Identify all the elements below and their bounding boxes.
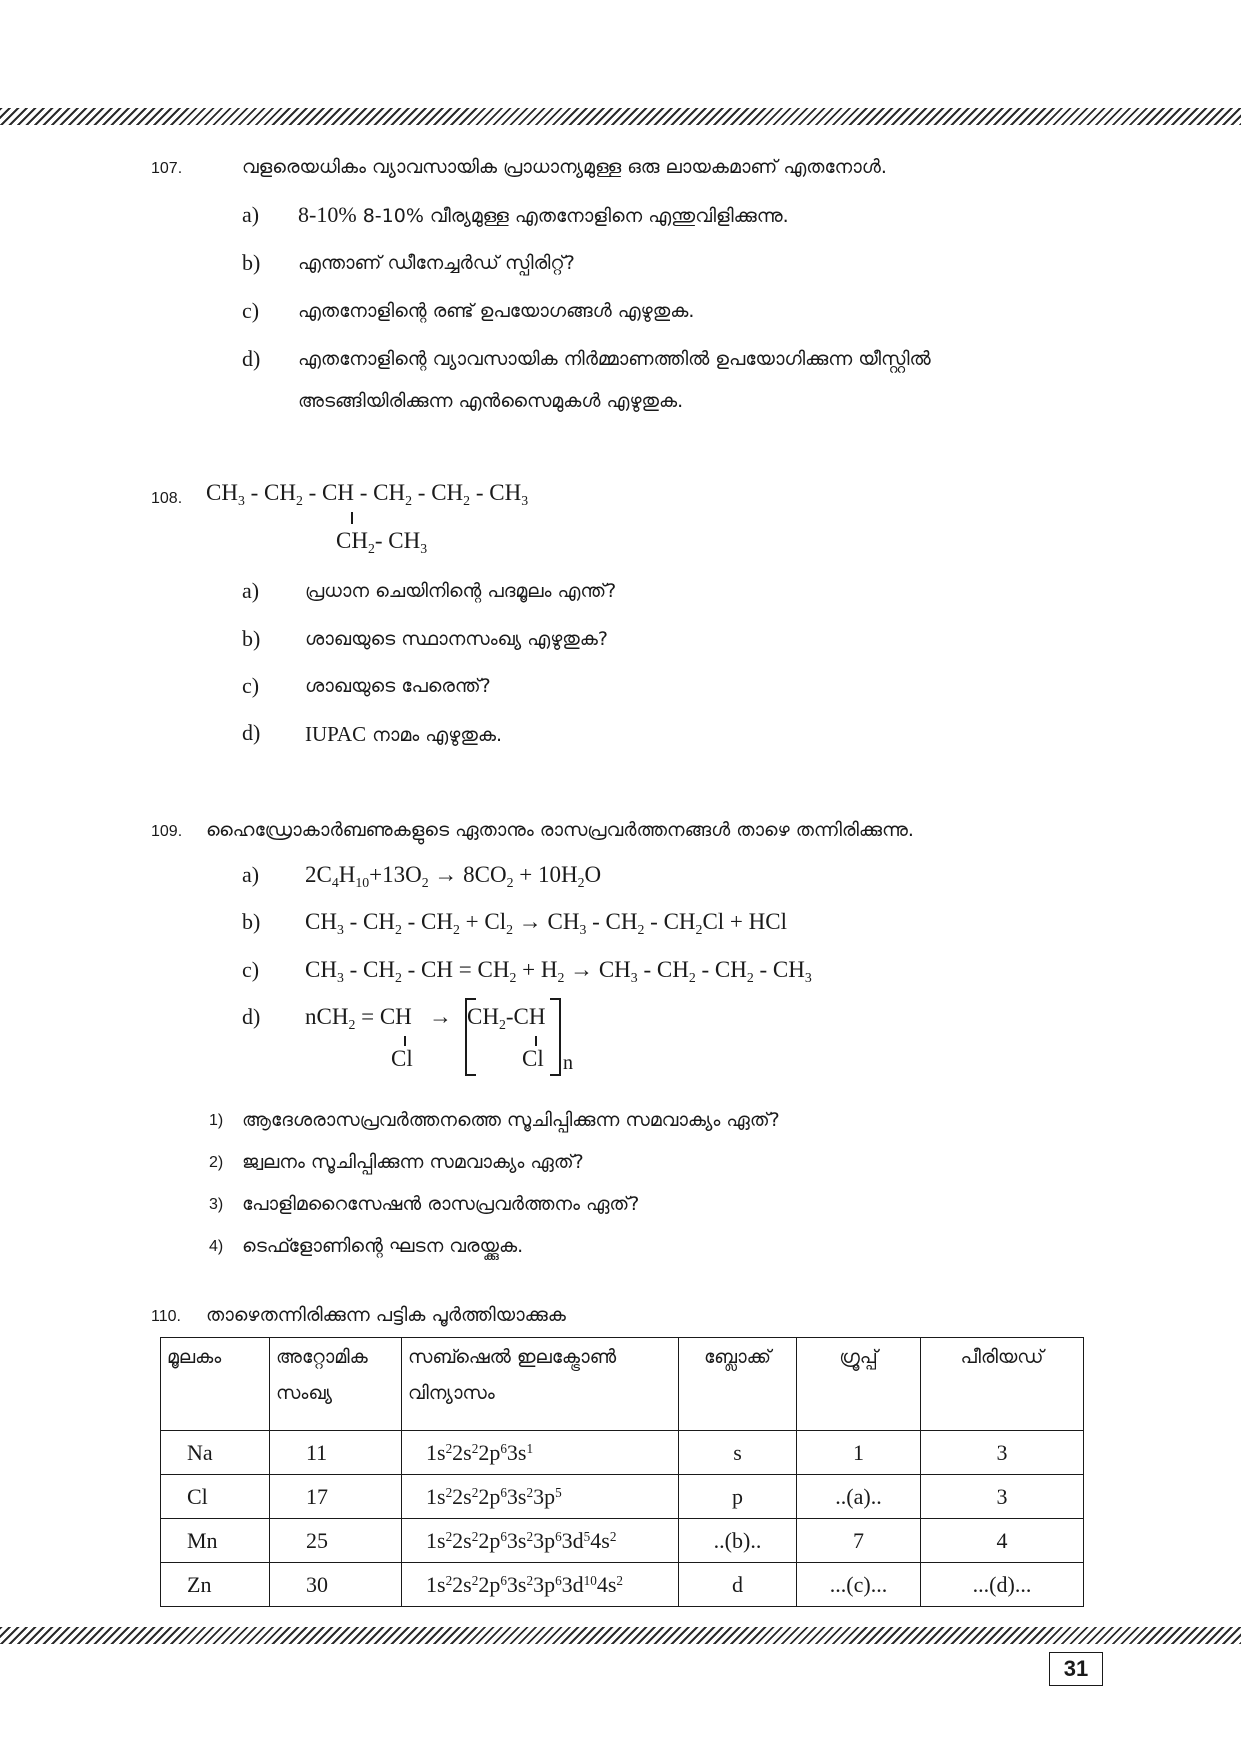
q108-d-text: IUPAC നാമം എഴുതുക.	[305, 722, 502, 746]
cell-configuration: $1s^22s^22p^63s^23p^5$	[402, 1475, 679, 1519]
q109-d-monomer-cl-bond	[404, 1036, 406, 1046]
q108-c-text: ശാഖയുടെ പേരെന്ത്?	[305, 675, 491, 697]
q109-a-label: a)	[242, 862, 260, 887]
q108-number: 108.	[151, 490, 183, 507]
table-header-row	[161, 1338, 1084, 1431]
cell-period: 3	[921, 1431, 1084, 1475]
q109-number: 109.	[151, 823, 183, 840]
q109-d-repeat-cl: Cl	[522, 1046, 544, 1071]
q109-d-monomer-cl: Cl	[391, 1046, 413, 1071]
q109-d-label: d)	[242, 1004, 261, 1029]
header-hatch-band	[0, 108, 1241, 125]
q109-d-subscript-n: n	[563, 1052, 573, 1074]
q109-q1-number: 1)	[209, 1112, 224, 1129]
q108-a-text: പ്രധാന ചെയിനിന്റെ പദമൂലം എന്ത്?	[305, 580, 617, 602]
q108-b-label: b)	[242, 626, 261, 651]
q107-d-label: d)	[242, 346, 261, 371]
header-period: പീരിയഡ്	[921, 1338, 1084, 1431]
q109-d-right-bracket	[550, 998, 561, 1076]
cell-configuration: $1s^22s^22p^63s^23p^63d^54s^2$	[402, 1519, 679, 1563]
cell-group: 7	[797, 1519, 921, 1563]
q108-branch-bond	[351, 512, 353, 524]
q107-c-label: c)	[242, 298, 260, 323]
q108-b-text: ശാഖയുടെ സ്ഥാനസംഖ്യ എഴുതുക?	[305, 628, 608, 650]
q109-q1-text: ആദേശരാസപ്രവർത്തനത്തെ സൂചിപ്പിക്കുന്ന സമവാക്യം ഏത്?	[242, 1109, 780, 1131]
q108-d-label: d)	[242, 720, 261, 745]
header-group: ഗ്രൂപ്പ്	[797, 1338, 921, 1431]
cell-group: 1	[797, 1431, 921, 1475]
periodic-table-exercise	[160, 1337, 1084, 1607]
table-row	[161, 1563, 1084, 1607]
page-number: 31	[1049, 1652, 1103, 1686]
cell-configuration: $1s^22s^22p^63s^1$	[402, 1431, 679, 1475]
q109-b-label: b)	[242, 909, 261, 934]
cell-atomic-number: 25	[270, 1519, 402, 1563]
header-block: ബ്ലോക്ക്	[679, 1338, 797, 1431]
cell-configuration: $1s^22s^22p^63s^23p^63d^{10}4s^2$	[402, 1563, 679, 1607]
cell-element: Mn	[161, 1519, 270, 1563]
table-row	[161, 1431, 1084, 1475]
q109-q2-text: ജ്വലനം സൂചിപ്പിക്കുന്ന സമവാക്യം ഏത്?	[242, 1151, 584, 1173]
cell-element: Cl	[161, 1475, 270, 1519]
q110-stem: താഴെതന്നിരിക്കുന്ന പട്ടിക പൂർത്തിയാക്കുക	[206, 1304, 566, 1326]
q107-d-text-line2: അടങ്ങിയിരിക്കുന്ന എൻസൈമുകൾ എഴുതുക.	[298, 390, 684, 412]
q107-b-text: എന്താണ് ഡീനേച്ചർഡ് സ്പിരിറ്റ്?	[298, 252, 575, 274]
q109-q4-number: 4)	[209, 1238, 224, 1255]
cell-group: ...(c)...	[797, 1563, 921, 1607]
q109-d-repeat-cl-bond	[535, 1036, 537, 1046]
cell-element: Zn	[161, 1563, 270, 1607]
cell-atomic-number: 11	[270, 1431, 402, 1475]
cell-block: p	[679, 1475, 797, 1519]
q110-number: 110.	[151, 1308, 181, 1325]
q109-q3-number: 3)	[209, 1196, 224, 1213]
header-atomic-number: അറ്റോമിക സംഖ്യ	[270, 1338, 402, 1431]
q109-stem: ഹൈഡ്രോകാർബണുകളുടെ ഏതാനും രാസപ്രവർത്തനങ്ങൾ താഴെ തന്നിരിക്കുന്നു.	[206, 819, 914, 841]
cell-group: ..(a)..	[797, 1475, 921, 1519]
header-subshell-configuration: സബ്ഷെൽ ഇലക്ട്രോൺ വിന്യാസം	[402, 1338, 679, 1431]
q107-stem: വളരെയധികം വ്യാവസായിക പ്രാധാന്യമുള്ള ഒരു ലായകമാണ് എതനോൾ.	[242, 156, 887, 178]
q109-q4-text: ടെഫ്ളോണിന്റെ ഘടന വരയ്ക്കുക.	[242, 1235, 524, 1257]
cell-period: 4	[921, 1519, 1084, 1563]
cell-element: Na	[161, 1431, 270, 1475]
q107-b-label: b)	[242, 250, 261, 275]
q109-d-repeat-unit: $CH_2-CH$	[467, 1004, 546, 1032]
cell-block: ..(b)..	[679, 1519, 797, 1563]
q109-q3-text: പോളിമറൈസേഷൻ രാസപ്രവർത്തനം ഏത്?	[242, 1193, 640, 1215]
q109-b-equation: $CH_3 - CH_2 - CH_2 + Cl_2 \to CH_3 - CH_2 - CH_2Cl$ + HCl	[305, 909, 787, 937]
header-element: മൂലകം	[161, 1338, 270, 1431]
q108-a-label: a)	[242, 578, 260, 603]
q107-number: 107.	[151, 160, 183, 177]
footer-hatch-band	[0, 1627, 1241, 1644]
cell-period: 3	[921, 1475, 1084, 1519]
cell-period: ...(d)...	[921, 1563, 1084, 1607]
q107-a-text: 8-10% 8-10% വീര്യമുള്ള എതനോളിനെ എന്തുവിളിക്കുന്നു.	[298, 202, 789, 227]
cell-block: d	[679, 1563, 797, 1607]
table-row	[161, 1519, 1084, 1563]
cell-block: s	[679, 1431, 797, 1475]
q109-d-arrow: →	[429, 1004, 452, 1029]
q107-a-label: a)	[242, 202, 260, 227]
cell-atomic-number: 17	[270, 1475, 402, 1519]
cell-atomic-number: 30	[270, 1563, 402, 1607]
q109-c-equation: $CH_3 - CH_2$ - CH = $CH_2 + H_2 \to CH_3 - CH_2 - CH_2 - CH_3$	[305, 957, 812, 985]
q109-d-monomer: nCH$_2$ = CH	[305, 1004, 412, 1032]
table-row	[161, 1475, 1084, 1519]
q109-q2-number: 2)	[209, 1154, 224, 1171]
q109-c-label: c)	[242, 957, 260, 982]
q109-d-polymerization-equation	[305, 996, 605, 1076]
q108-structural-formula-branch: $CH_2-$ $CH_3$	[336, 528, 428, 556]
q109-a-equation: $2C_4H_{10}+13O_2 \to 8CO_2 + 10H_2O$	[305, 862, 602, 890]
q107-c-text: എതനോളിന്റെ രണ്ട് ഉപയോഗങ്ങൾ എഴുതുക.	[298, 300, 695, 322]
q107-d-text-line1: എതനോളിന്റെ വ്യാവസായിക നിർമ്മാണത്തിൽ ഉപയോഗിക്കുന്ന യീസ്റ്റിൽ	[298, 348, 931, 370]
q108-structural-formula-main-chain: $CH_3 - CH_2$ - CH - $CH_2 - CH_2 - CH_3$	[206, 480, 529, 508]
q108-c-label: c)	[242, 673, 260, 698]
